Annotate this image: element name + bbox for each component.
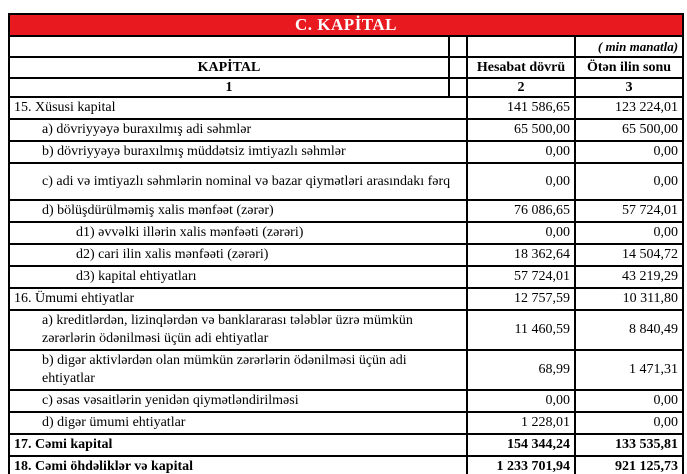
column-header-previous-year: Ötən ilin sonu <box>575 57 683 78</box>
column-number-1: 1 <box>9 78 449 97</box>
row-value-current: 1 228,01 <box>467 412 575 434</box>
row-value-current: 141 586,65 <box>467 97 575 119</box>
table-row-16c <box>9 390 683 412</box>
row-value-previous: 57 724,01 <box>575 200 683 222</box>
row-value-current: 0,00 <box>467 163 575 200</box>
row-label: d3) kapital ehtiyatları <box>9 266 467 288</box>
section-title: C. KAPİTAL <box>9 14 683 36</box>
column-number-2: 2 <box>467 78 575 97</box>
row-value-previous: 921 125,73 <box>575 456 683 474</box>
row-value-current: 57 724,01 <box>467 266 575 288</box>
row-value-current: 0,00 <box>467 222 575 244</box>
empty-cell <box>449 57 467 78</box>
table-row-16d <box>9 412 683 434</box>
empty-cell <box>9 36 449 57</box>
table-row-17-total-capital <box>9 434 683 456</box>
row-value-current: 0,00 <box>467 390 575 412</box>
unit-note-row <box>9 36 683 57</box>
table-row-16 <box>9 288 683 310</box>
row-value-previous: 10 311,80 <box>575 288 683 310</box>
row-value-previous: 0,00 <box>575 412 683 434</box>
title-row <box>9 14 683 36</box>
row-value-current: 18 362,64 <box>467 244 575 266</box>
table-row-15a <box>9 119 683 141</box>
table-row-16a <box>9 310 683 350</box>
empty-cell <box>449 78 467 97</box>
empty-cell <box>467 36 575 57</box>
row-label: a) dövriyyəyə buraxılmış adi səhmlər <box>9 119 467 141</box>
row-label: c) əsas vəsaitlərin yenidən qiymətləndirilməsi <box>9 390 467 412</box>
row-label: d2) cari ilin xalis mənfəəti (zərəri) <box>9 244 467 266</box>
row-label: d1) əvvəlki illərin xalis mənfəəti (zərəri) <box>9 222 467 244</box>
row-value-current: 1 233 701,94 <box>467 456 575 474</box>
row-value-previous: 43 219,29 <box>575 266 683 288</box>
row-label: 16. Ümumi ehtiyatlar <box>9 288 467 310</box>
table-row-15d <box>9 200 683 222</box>
column-number-3: 3 <box>575 78 683 97</box>
table-row-15d2 <box>9 244 683 266</box>
unit-note: ( min manatla) <box>575 36 683 57</box>
row-label: d) bölüşdürülməmiş xalis mənfəət (zərər) <box>9 200 467 222</box>
row-label: b) dövriyyəyə buraxılmış müddətsiz imtiyazlı səhmlər <box>9 141 467 163</box>
table-row-15 <box>9 97 683 119</box>
column-header-current-period: Hesabat dövrü <box>467 57 575 78</box>
row-value-previous: 1 471,31 <box>575 350 683 390</box>
row-value-previous: 8 840,49 <box>575 310 683 350</box>
table-row-15b <box>9 141 683 163</box>
table-row-18-total-liabilities-capital <box>9 456 683 474</box>
row-label: 17. Cəmi kapital <box>9 434 467 456</box>
row-value-previous: 14 504,72 <box>575 244 683 266</box>
row-label: 15. Xüsusi kapital <box>9 97 467 119</box>
row-value-previous: 0,00 <box>575 163 683 200</box>
row-value-previous: 123 224,01 <box>575 97 683 119</box>
row-value-previous: 0,00 <box>575 222 683 244</box>
row-value-current: 11 460,59 <box>467 310 575 350</box>
row-label: b) digər aktivlərdən olan mümkün zərərlərin ödənilməsi üçün adi ehtiyatlar <box>9 350 467 390</box>
row-value-current: 154 344,24 <box>467 434 575 456</box>
row-label: 18. Cəmi öhdəliklər və kapital <box>9 456 467 474</box>
table-row-16b <box>9 350 683 390</box>
row-value-previous: 0,00 <box>575 390 683 412</box>
column-header-row <box>9 57 683 78</box>
table-row-15c <box>9 163 683 200</box>
empty-cell <box>449 36 467 57</box>
row-value-current: 76 086,65 <box>467 200 575 222</box>
row-value-previous: 0,00 <box>575 141 683 163</box>
row-label: c) adi və imtiyazlı səhmlərin nominal və bazar qiymətləri arasındakı fərq <box>9 163 467 200</box>
column-header-kapital: KAPİTAL <box>9 57 449 78</box>
capital-table <box>8 13 684 474</box>
row-value-previous: 65 500,00 <box>575 119 683 141</box>
column-number-row <box>9 78 683 97</box>
row-value-current: 0,00 <box>467 141 575 163</box>
row-value-previous: 133 535,81 <box>575 434 683 456</box>
row-value-current: 12 757,59 <box>467 288 575 310</box>
table-row-15d3 <box>9 266 683 288</box>
row-label: d) digər ümumi ehtiyatlar <box>9 412 467 434</box>
table-row-15d1 <box>9 222 683 244</box>
row-label: a) kreditlərdən, lizinqlərdən və banklararası tələblər üzrə mümkün zərərlərin ödənilməsi üçün adi ehtiyatlar <box>9 310 467 350</box>
row-value-current: 65 500,00 <box>467 119 575 141</box>
row-value-current: 68,99 <box>467 350 575 390</box>
